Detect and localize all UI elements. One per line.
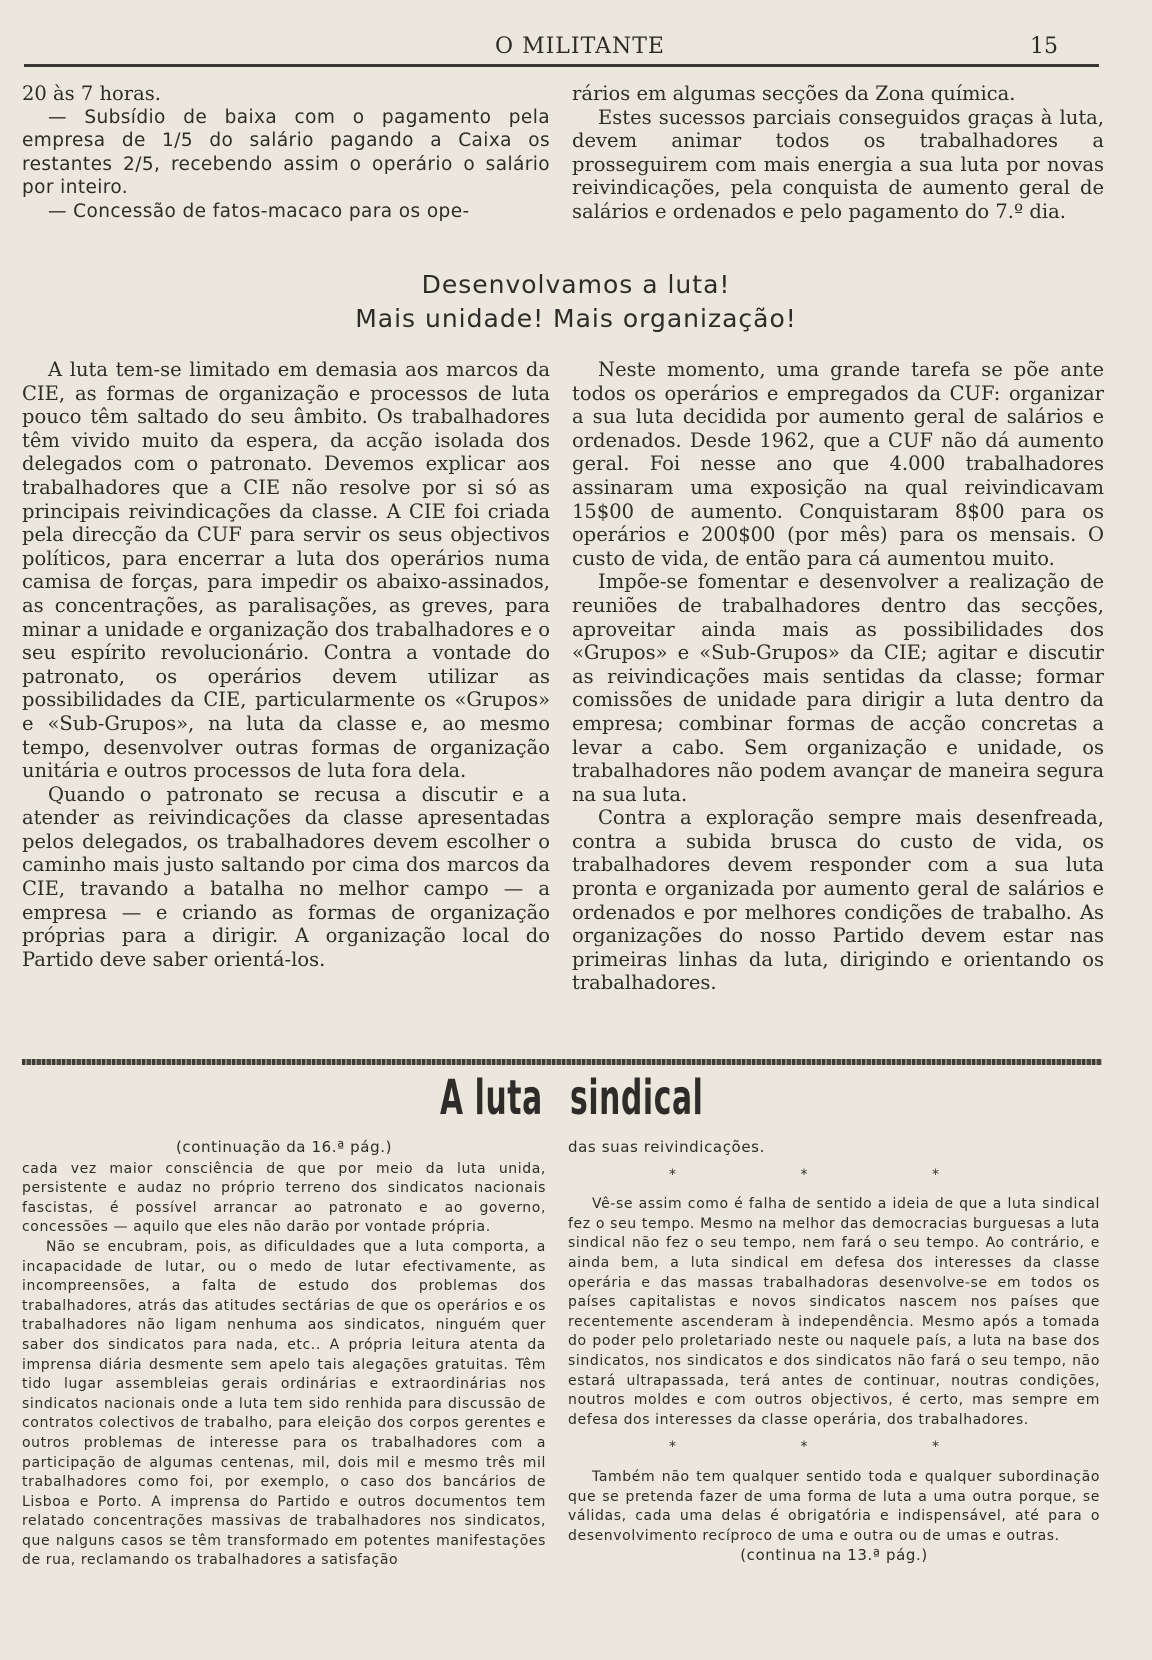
- paragraph: A luta tem-se limitado em demasia aos marcos da CIE, as formas de organização e processos de luta pouco têm saltado do seu âmbito. Os trabalhadores têm vivido muito da espera, da acção isolada dos delegados com o patronato. Devemos explicar aos trabalhadores que a CIE não resolve por si só as principais reivindicações da classe. A CIE foi criada pela direcção da CUF para servir os seus objectivos políticos, para encerrar a luta dos operários numa camisa de forças, para impedir os abaixo-assinados, as concentrações, as paralisações, as greves, para minar a unidade e organização dos trabalhadores e o seu espírito revolucionário. Contra a vontade do patronato, os operários devem utilizar as possibilidades da CIE, particularmente os «Grupos» e «Sub-Grupos», na luta da classe e, ao mesmo tempo, desenvolver outras formas de organização unitária e outros processos de luta fora dela.: [22, 358, 550, 783]
- banner-title-left: A luta: [440, 1070, 543, 1126]
- top-right-column: [572, 82, 1104, 224]
- paragraph: Impõe-se fomentar e desenvolver a realização de reuniões de trabalhadores dentro das secções, aproveitar ainda mais as possibilidades dos «Grupos» e «Sub-Grupos» da CIE; agitar e discutir as reivindicações mais sentidas da classe; formar comissões de unidade para dirigir a luta dentro da empresa; combinar formas de acção concretas a levar a cabo. Sem organização e unidade, os trabalhadores não podem avançar de maneira segura na sua luta.: [572, 570, 1104, 806]
- mid-right-column: [572, 358, 1104, 995]
- banner-title-right: sindical: [570, 1070, 704, 1126]
- paragraph: Vê-se assim como é falha de sentido a ideia de que a luta sindical fez o seu tempo. Mesmo na melhor das democracias burguesas a luta sindical não fez o seu tempo, nem fará o seu tempo. Ao contrário, e ainda bem, a luta sindical em defesa dos interesses da classe operária e das massas trabalhadoras desenvolve-se em todos os países capitalistas e novos sindicatos nascem nos países que recentemente ascenderam à independência. Mesmo após a tomada do poder pelo proletariado neste ou naquele país, a luta na base dos sindicatos, nos sindicatos e dos sindicatos não fará o seu tempo, não estará ultrapassada, terá antes de continuar, noutras condições, noutros moldes e com outros objectivos, é certo, mas sempre em defesa dos interesses da classe operária, dos trabalhadores.: [568, 1196, 1100, 1428]
- paragraph: Não se encubram, pois, as dificuldades que a luta comporta, a incapacidade de lutar, ou o medo de lutar efectivamente, as incompreensões, a falta de estudo dos problemas dos trabalhadores, atrás das atitudes sectárias de que os operários e os trabalhadores não ligam nenhuma aos sindicatos, ninguém quer saber dos sindicatos para nada, etc.. A própria leitura atenta da imprensa diária desmente sem apelo tais alegações gratuitas. Têm tido lugar assembleias gerais ordinárias e extraordinárias nos sindicatos nacionais onde a luta tem sido renhida para discussão de contratos colectivos de trabalho, para eleição dos corpos gerentes e outros problemas de interesse para os trabalhadores com a participação de algumas centenas, mil, dois mil e mesmo três mil trabalhadores como foi, por exemplo, o caso dos bancários de Lisboa e Porto. A imprensa do Partido e outros documentos tem relatado concentrações massivas de trabalhadores nos sindicatos, que nalguns casos se têm transformado em potentes manifestações de rua, reclamando os trabalhadores a satisfação: [22, 1238, 546, 1569]
- continuation-note: (continuação da 16.ª pág.): [175, 1138, 393, 1156]
- mid-left-column: [22, 358, 550, 971]
- header-rule: [24, 64, 1099, 67]
- paragraph: Contra a exploração sempre mais desenfreada, contra a subida brusca do custo de vida, os trabalhadores devem responder com a sua luta pronta e organizada por aumento geral de salários e ordenados e por melhores condições de trabalho. As organizações do nosso Partido devem estar nas primeiras linhas da luta, dirigindo e orientando os trabalhadores.: [572, 806, 1104, 995]
- section-headline: [150, 268, 1002, 336]
- paragraph: Quando o patronato se recusa a discutir e a atender as reivindicações da classe apresentadas pelos delegados, os trabalhadores devem escolher o caminho mais justo saltando por cima dos marcos da CIE, travando a batalha no melhor campo — a empresa — e criando as formas de organização próprias para a dirigir. A organização local do Partido deve saber orientá-los.: [22, 782, 550, 971]
- paragraph: 20 às 7 horas.: [22, 82, 161, 105]
- paragraph: — Concessão de fatos-macaco para os ope-: [48, 200, 470, 222]
- paragraph: das suas reivindicações.: [568, 1138, 765, 1156]
- paragraph: Também não tem qualquer sentido toda e qualquer subordinação que se pretenda fazer de uma forma de luta a uma outra porque, se válidas, cada uma delas é obrigatória e indispensável, até para o desenvolvimento recíproco de uma e outra ou de umas e outras.: [568, 1468, 1100, 1544]
- bottom-right-column: [568, 1138, 1100, 1566]
- headline-line-1: Desenvolvamos a luta!: [421, 270, 731, 299]
- paragraph: Estes sucessos parciais conseguidos graças à luta, devem animar todos os trabalhadores a prosseguirem com mais energia a sua luta por novas reivindicações, pela conquista de aumento geral de salários e ordenados e pelo pagamento do 7.º dia.: [572, 105, 1104, 223]
- section-separator: [22, 1059, 1102, 1065]
- asterism: * * *: [669, 1166, 999, 1183]
- asterism: * * *: [669, 1439, 999, 1456]
- paragraph: rários em algumas secções da Zona química.: [572, 82, 1016, 105]
- page-number: 15: [1030, 34, 1058, 59]
- bottom-left-column: [22, 1138, 546, 1571]
- continues-note: (continua na 13.ª pág.): [740, 1546, 928, 1565]
- newspaper-title: O MILITANTE: [495, 34, 665, 59]
- paragraph: cada vez maior consciência de que por meio da luta unida, persistente e audaz no próprio terreno dos sindicatos nacionais fascistas, é possível arrancar ao patronato e ao governo, concessões — aquilo que eles não darão por vontade própria.: [22, 1160, 546, 1236]
- headline-line-2: Mais unidade! Mais organização!: [355, 304, 797, 333]
- paragraph: — Subsídio de baixa com o pagamento pela empresa de 1/5 do salário pagando a Caixa os restantes 2/5, recebendo assim o operário o salário por inteiro.: [22, 106, 550, 199]
- paragraph: Neste momento, uma grande tarefa se põe ante todos os operários e empregados da CUF: organizar a sua luta decidida por aumento geral de salários e ordenados. Desde 1962, que a CUF não dá aumento geral. Foi nesse ano que 4.000 trabalhadores assinaram uma exposição na qual reivindicavam 15$00 de aumento. Conquistaram 8$00 para os operários e 200$00 (por mês) para os mensais. O custo de vida, de então para cá aumentou muito.: [572, 358, 1104, 570]
- top-left-column: [22, 82, 550, 224]
